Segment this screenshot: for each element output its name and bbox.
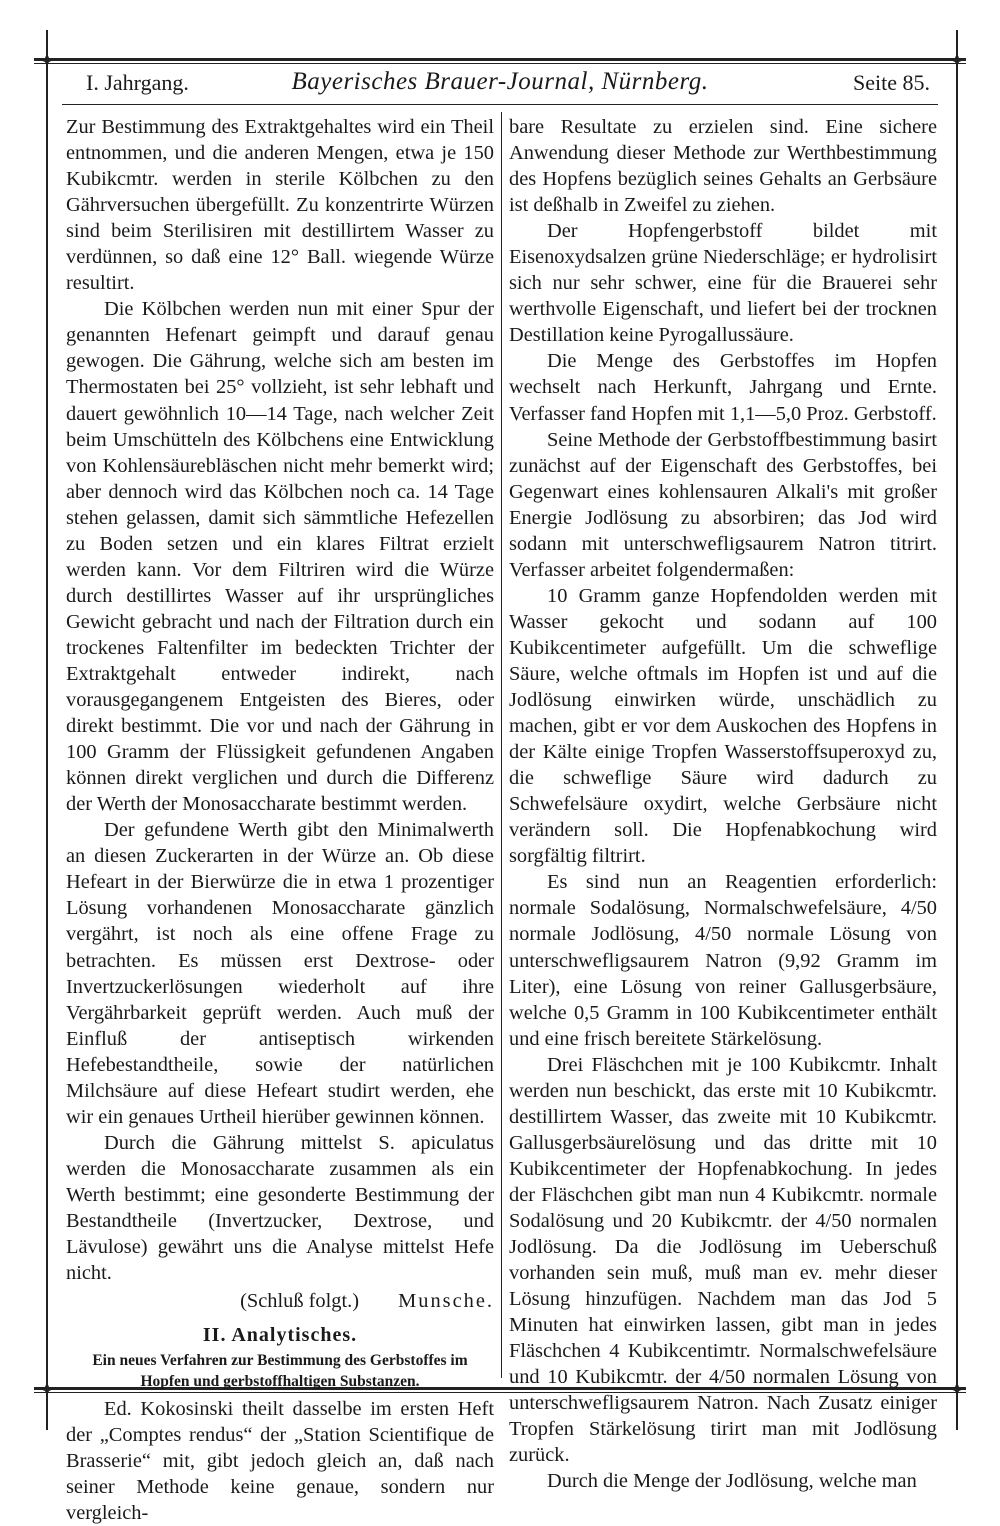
header-rule: [62, 104, 938, 105]
paragraph: Die Kölbchen werden nun mit einer Spur der genannten Hefenart geimpft und darauf genau gewogen. Die Gährung, welche sich am besten im Thermostaten bei 25° vollzieht, ist sehr lebhaft und dauert gewöhnlich 10—14 Tage, nach welcher Zeit beim Umschütteln des Kölbchens eine Entwicklung von Kohlensäurebläschen nicht mehr bemerkt wird; aber dennoch wird das Kölbchen noch ca. 14 Tage stehen gelassen, damit sich sämmtliche Hefezellen zu Boden setzen und ein klares Filtrat erzielt werden kann. Vor dem Filtriren wird die Würze durch destillirtes Wasser auf ihr ursprüngliches Gewicht gebracht und nach der Filtration durch ein trockenes Faltenfilter im bedeckten Trichter der Extraktgehalt entweder indirekt, nach vorausgegangenem Entgeisten des Bieres, oder direkt bestimmt. Die vor und nach der Gährung in 100 Gramm der Flüssigkeit gefundenen Angaben können direkt verglichen und durch die Differenz der Werth der Monosaccharate bestimmt werden.: [66, 298, 494, 816]
left-column: [66, 114, 494, 1525]
paragraph: Durch die Menge der Jodlösung, welche man: [547, 1470, 917, 1493]
corner-ornament-icon: [950, 53, 964, 67]
section-heading: II. Analytisches.: [202, 1324, 358, 1347]
paragraph: Die Menge des Gerbstoffes im Hopfen wechselt nach Herkunft, Jahrgang und Ernte. Verfasser fand Hopfen mit 1,1—5,0 Proz. Gerbstoff.: [509, 350, 937, 425]
corner-ornament-icon: [40, 53, 54, 67]
journal-title: Bayerisches Brauer-Journal, Nürnberg.: [291, 68, 709, 95]
frame-top-rule-thin: [34, 63, 966, 64]
frame-right-rule: [956, 30, 958, 1430]
article-subheading: Ein neues Verfahren zur Bestimmung des Gerbstoffes im Hopfen und gerbstoffhaltigen Substanzen.: [92, 1352, 468, 1391]
frame-left-rule: [46, 30, 48, 1430]
paragraph: 10 Gramm ganze Hopfendolden werden mit Wasser gekocht und sodann auf 100 Kubikcentimeter aufgefüllt. Um die schweflige Säure, welche oftmals im Hopfen ist und auf die Jodlösung einwirken würde, unschädlich zu machen, gibt er vor dem Auskochen des Hopfens in der Kälte einige Tropfen Wasserstoffsuperoxyd zu, die schweflige Säure wird dadurch zu Schwefelsäure oxydirt, welche Gerbsäure nicht verändern soll. Die Hopfenabkochung wird sorgfältig filtrirt.: [509, 584, 937, 868]
author-name: Munsche.: [398, 1290, 494, 1313]
right-column: [509, 114, 937, 1493]
corner-ornament-icon: [950, 1382, 964, 1396]
running-header: [62, 68, 938, 100]
frame-top-rule: [34, 58, 966, 61]
corner-ornament-icon: [40, 1382, 54, 1396]
paragraph: Seine Methode der Gerbstoffbestimmung basirt zunächst auf der Eigenschaft des Gerbstoffes, bei Gegenwart eines kohlensauren Alkali's mit großer Energie Jodlösung zu absorbiren; das Jod wird sodann mit unterschwefligsaurem Natron titrirt. Verfasser arbeitet folgendermaßen:: [509, 428, 937, 581]
paragraph: Zur Bestimmung des Extraktgehaltes wird ein Theil entnommen, und die anderen Mengen, etwa je 150 Kubikcmtr. werden in sterile Kölbchen zu den Gährversuchen übergefüllt. Zu konzentrirte Würzen sind beim Sterilisiren mit destillirtem Wasser zu verdünnen, so daß eine 12° Ball. wiegende Würze resultirt.: [66, 116, 494, 295]
volume-label: I. Jahrgang.: [86, 70, 189, 95]
page-number: Seite 85.: [853, 70, 930, 95]
paragraph: Durch die Gährung mittelst S. apiculatus werden die Monosaccharate zusammen als ein Werth bestimmt; eine gesonderte Bestimmung der Bestandtheile (Invertzucker, Dextrose, und Lävulose) gewährt uns die Analyse mittelst Hefe nicht.: [66, 1131, 494, 1285]
paragraph: Drei Fläschchen mit je 100 Kubikcmtr. Inhalt werden nun beschickt, das erste mit 10 Kubikcmtr. destillirtem Wasser, das zweite mit 10 Kubikcmtr. Gallusgerbsäurelösung und das dritte mit 10 Kubikcentimeter der Hopfenabkochung. In jedes der Fläschchen gibt man nun 4 Kubikcmtr. normale Sodalösung und 20 Kubikcmtr. der 4/50 normalen Jodlösung. Da die Jodlösung im Ueberschuß vorhanden sein muß, muß man ev. mehr dieser Lösung hinzufügen. Nachdem man das Jod 5 Minuten hat einwirken lassen, gibt man in jedes Fläschchen 4 Kubikcentimtr. Normalschwefelsäure und 10 Kubikcmtr. der 4/50 normalen Lösung von unterschwefligsaurem Natron. Nach Zusatz einiger Tropfen Stärkelösung tirirt man mit Jodlösung zurück.: [509, 1053, 937, 1467]
conclusion-note: (Schluß folgt.): [240, 1290, 360, 1313]
paragraph: Der Hopfengerbstoff bildet mit Eisenoxydsalzen grüne Niederschläge; er hydrolisirt sich nur sehr schwer, eine für die Brauerei sehr werthvolle Eigenschaft, und liefert bei der trocknen Destillation keine Pyrogallussäure.: [509, 220, 937, 347]
paragraph: bare Resultate zu erzielen sind. Eine sichere Anwendung dieser Methode zur Werthbestimmung des Hopfens bezüglich seines Gehalts an Gerbsäure ist deßhalb in Zweifel zu ziehen.: [509, 116, 937, 217]
paragraph: Ed. Kokosinski theilt dasselbe im ersten Heft der „Comptes rendus“ der „Station Scientifique de Brasserie“ mit, gibt jedoch gleich an, daß nach seiner Methode keine genaue, sondern nur vergleich-: [66, 1398, 494, 1525]
paragraph: Es sind nun an Reagentien erforderlich: normale Sodalösung, Normalschwefelsäure, 4/50 normale Jodlösung, 4/50 normale Lösung von unterschwefligsaurem Natron (9,92 Gramm im Liter), eine Lösung von reiner Gallusgerbsäure, welche 0,5 Gramm in 100 Kubikcentimeter enthält und eine frisch bereitete Stärkelösung.: [509, 871, 937, 1050]
paragraph: Der gefundene Werth gibt den Minimalwerth an diesen Zuckerarten in der Würze an. Ob diese Hefeart in der Bierwürze die in etwa 1 prozentiger Lösung vorhandenen Monosaccharate gänzlich vergährt, ist noch als eine offene Frage zu betrachten. Es müssen erst Dextrose- oder Invertzuckerlösungen wiederholt auf ihre Vergährbarkeit geprüft werden. Auch muß der Einfluß der antiseptisch wirkenden Hefebestandtheile, sowie der natürlichen Milchsäure auf diese Hefeart studirt werden, ehe wir ein genaues Urtheil hierüber gewinnen können.: [66, 819, 494, 1128]
article-signature: [66, 1288, 494, 1314]
column-divider: [501, 112, 502, 1378]
